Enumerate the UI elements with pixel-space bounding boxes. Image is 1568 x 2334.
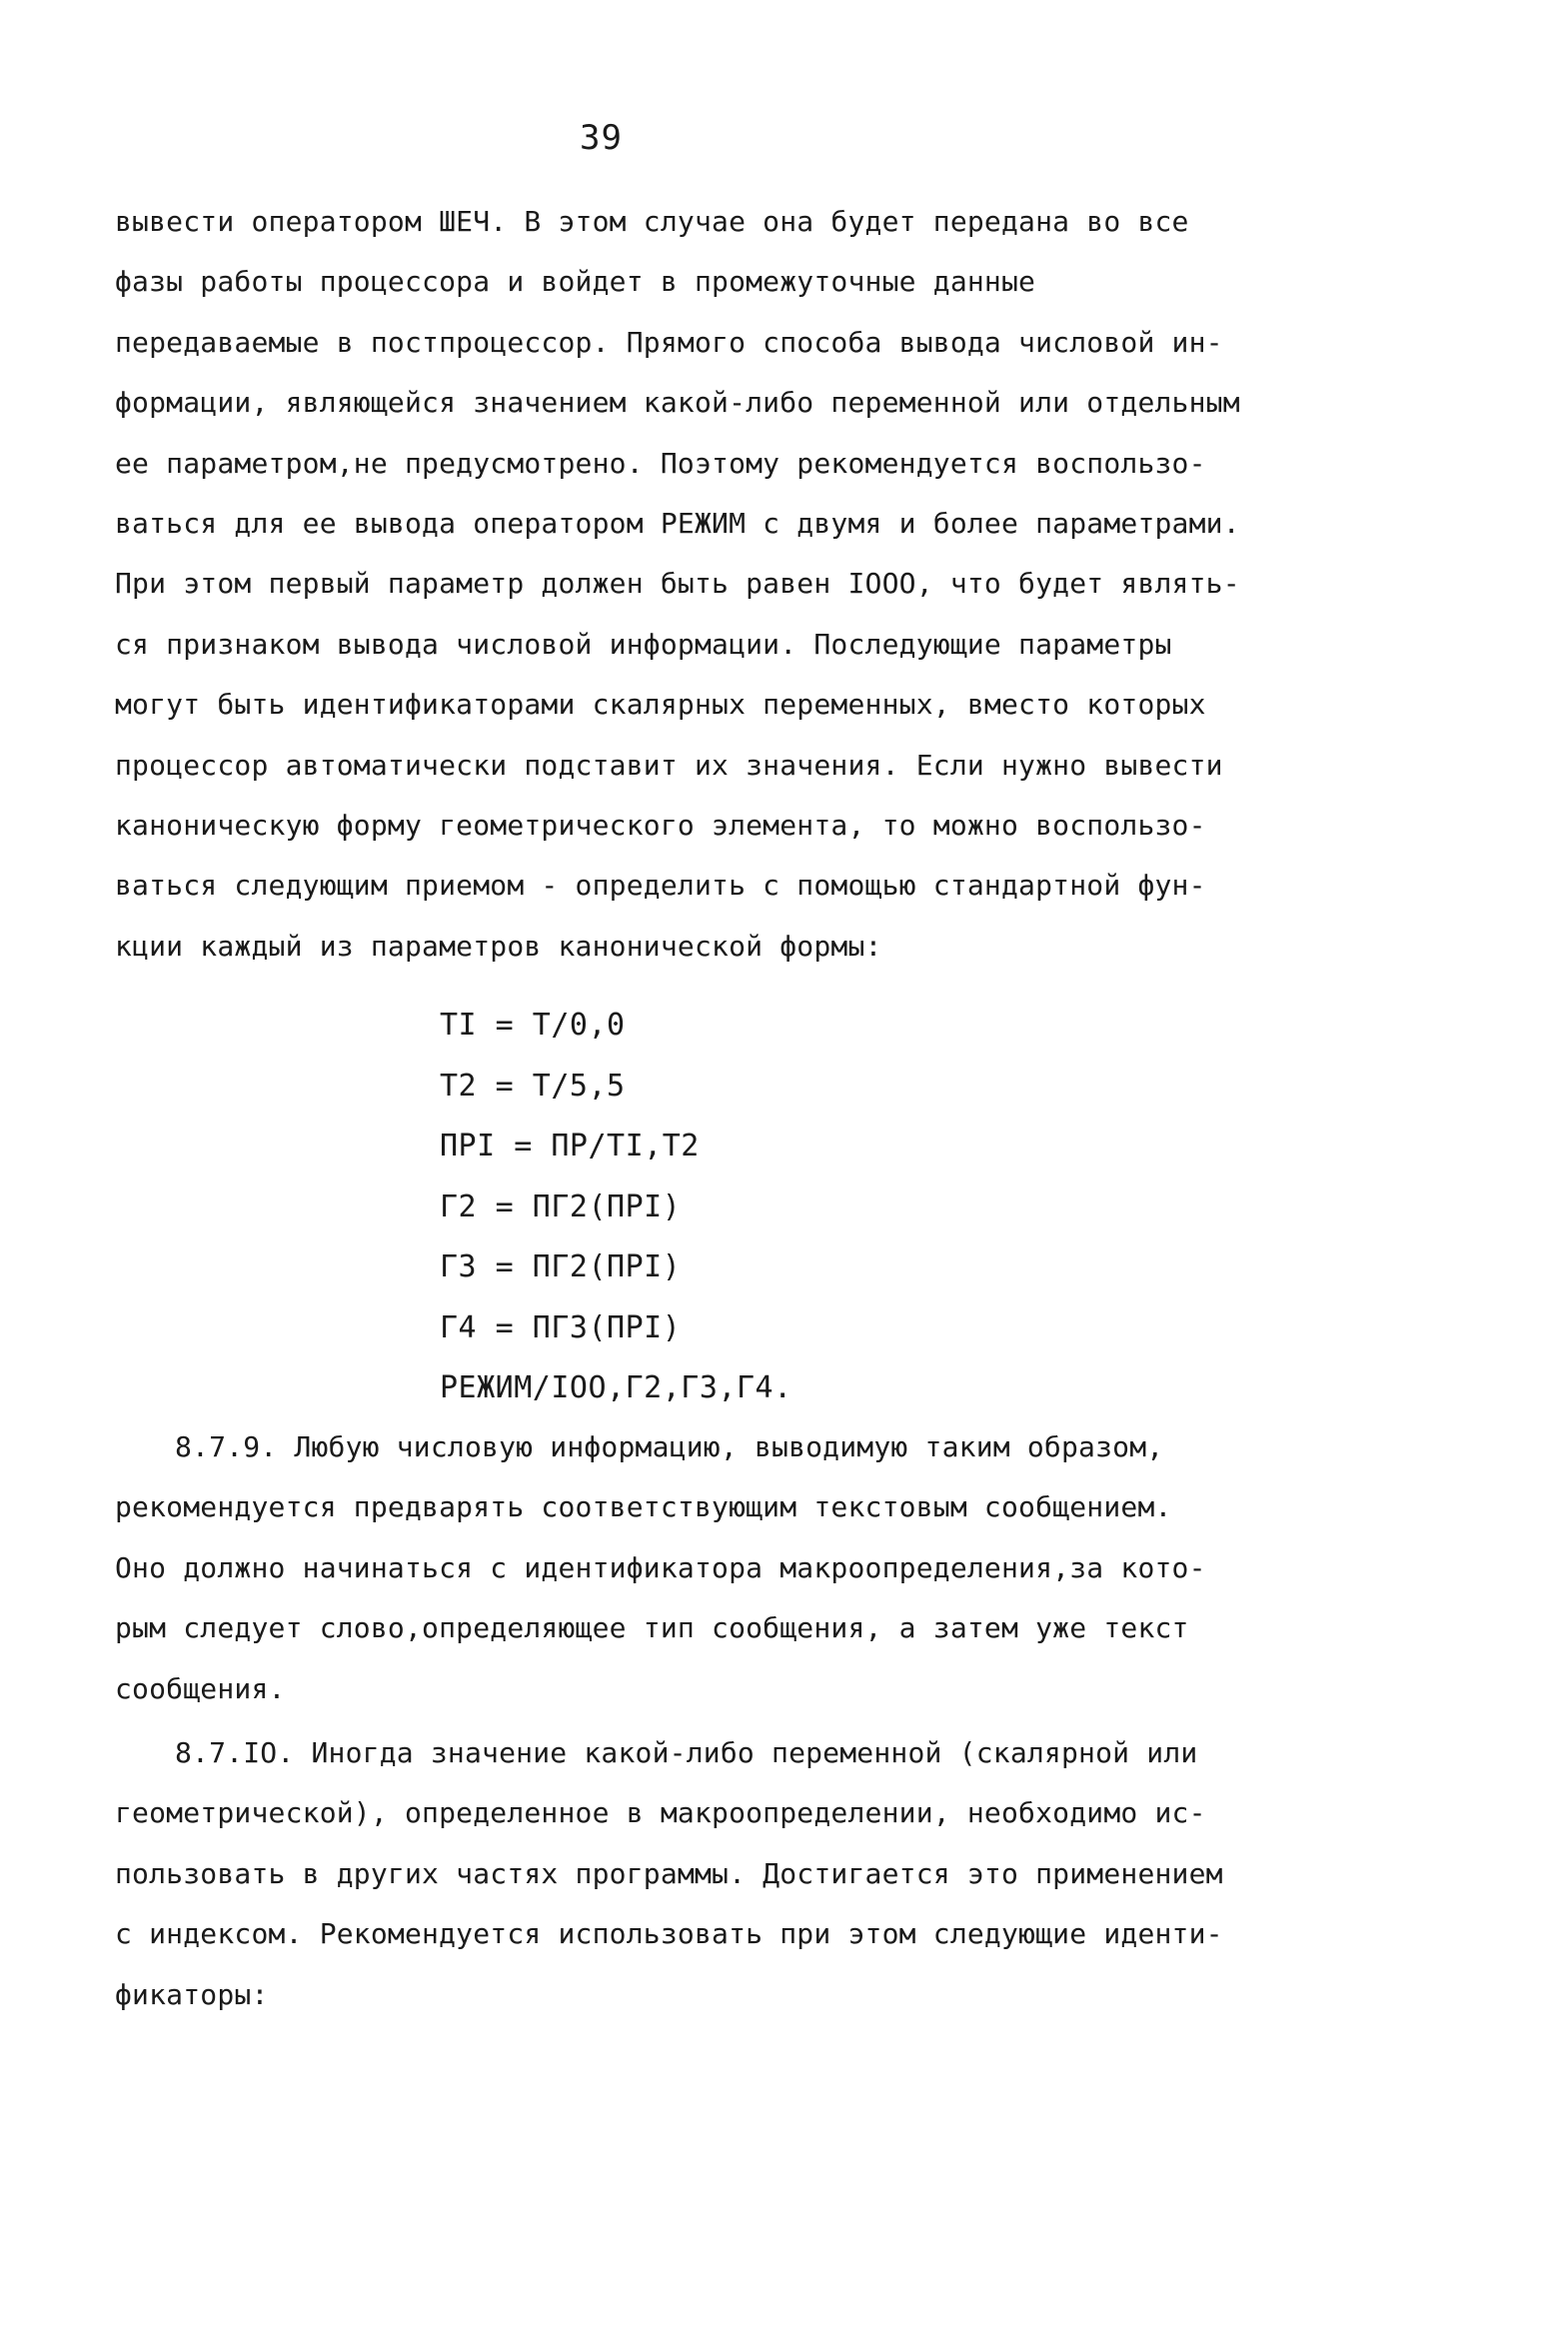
text-line: кции каждый из параметров канонической формы:	[115, 929, 882, 963]
text-line: ваться для ее вывода оператором РЕЖИМ с двумя и более параметрами.	[115, 506, 1240, 540]
formula-line: Г4 = ПГ3(ПРI)	[440, 1309, 682, 1345]
formula-line: Г3 = ПГ2(ПРI)	[440, 1249, 682, 1284]
formula-listing	[440, 996, 792, 1419]
section-heading-line: 8.7.IO. Иногда значение какой-либо переменной (скалярной или	[175, 1736, 1198, 1769]
text-line: передаваемые в постпроцессор. Прямого способа вывода числовой ин-	[115, 325, 1223, 359]
text-line: вывести оператором ШЕЧ. В этом случае она будет передана во все	[115, 205, 1189, 238]
paragraph-output-info	[115, 192, 1354, 977]
text-line: каноническую форму геометрического элемента, то можно воспользо-	[115, 808, 1206, 842]
text-line: могут быть идентификаторами скалярных переменных, вместо которых	[115, 688, 1206, 722]
page-number: 39	[580, 118, 623, 158]
formula-line: РЕЖИМ/IOO,Г2,Г3,Г4.	[440, 1370, 792, 1405]
text-line: фазы работы процессора и войдет в промежуточные данные	[115, 265, 1036, 299]
formula-line: ПРI = ПР/TI,T2	[440, 1129, 700, 1164]
text-line: формации, являющейся значением какой-либо переменной или отдельным	[115, 386, 1240, 420]
text-line: сообщения.	[115, 1671, 286, 1705]
text-line: ваться следующим приемом - определить с помощью стандартной фун-	[115, 869, 1206, 903]
section-8-7-9	[115, 1417, 1354, 1719]
text-line: геометрической), определенное в макроопределении, необходимо ис-	[115, 1796, 1206, 1830]
text-line: При этом первый параметр должен быть равен IOOO, что будет являть-	[115, 567, 1240, 601]
formula-line: T2 = T/5,5	[440, 1068, 626, 1104]
text-line: ее параметром,не предусмотрено. Поэтому рекомендуется воспользо-	[115, 446, 1206, 480]
text-line: с индексом. Рекомендуется использовать при этом следующие иденти-	[115, 1917, 1223, 1951]
section-heading-line: 8.7.9. Любую числовую информацию, выводимую таким образом,	[175, 1430, 1164, 1463]
text-line: ся признаком вывода числовой информации. Последующие параметры	[115, 627, 1172, 661]
text-line: процессор автоматически подставит их значения. Если нужно вывести	[115, 748, 1223, 782]
text-line: рым следует слово,определяющее тип сообщения, а затем уже текст	[115, 1611, 1189, 1645]
text-line: Оно должно начинаться с идентификатора макроопределения,за кото-	[115, 1550, 1206, 1584]
section-8-7-10	[115, 1723, 1354, 2025]
formula-line: TI = T/0,0	[440, 1008, 626, 1043]
text-line: фикаторы:	[115, 1977, 269, 2011]
formula-line: Г2 = ПГ2(ПРI)	[440, 1188, 682, 1224]
text-line: пользовать в других частях программы. Достигается это применением	[115, 1856, 1223, 1890]
text-line: рекомендуется предварять соответствующим текстовым сообщением.	[115, 1490, 1172, 1524]
